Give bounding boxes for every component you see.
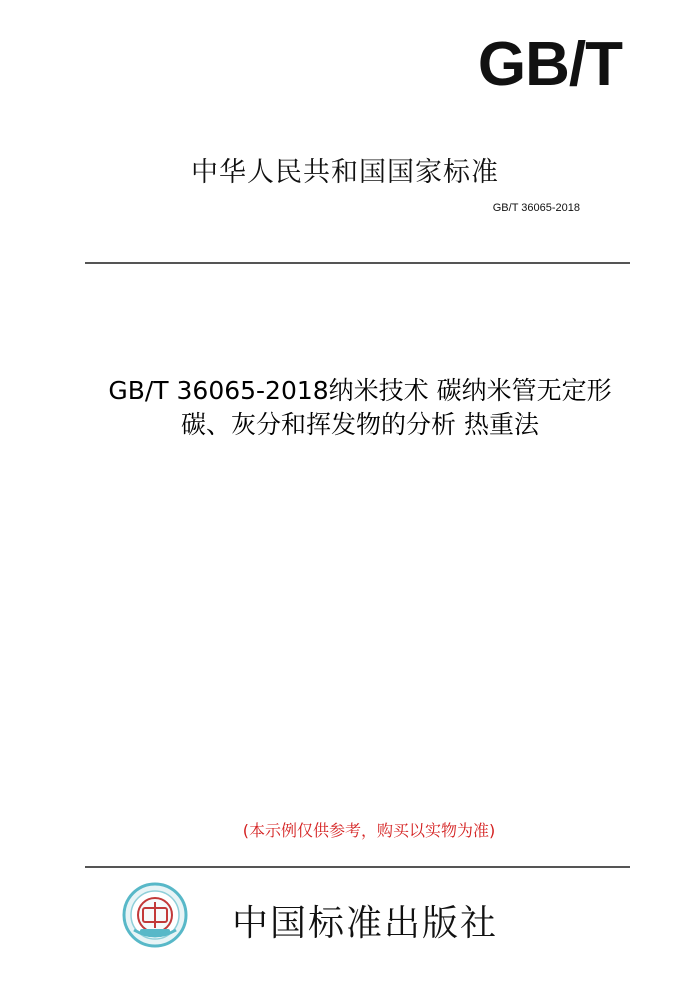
publisher-seal-icon bbox=[122, 882, 188, 948]
national-standard-text: 中华人民共和国国家标准 bbox=[191, 157, 499, 188]
publisher-name: 中国标准出版社 bbox=[232, 903, 499, 944]
bottom-divider bbox=[85, 866, 630, 868]
gbt-logo: GB/T bbox=[477, 30, 622, 99]
document-title-line-2: 碳、灰分和挥发物的分析 热重法 bbox=[181, 410, 539, 439]
document-title-line-1: GB/T 36065-2018纳米技术 碳纳米管无定形 bbox=[108, 376, 612, 405]
top-divider bbox=[85, 262, 630, 264]
sample-notice: (本示例仅供参考，购买以实物为准) bbox=[242, 821, 496, 840]
national-standard-heading bbox=[0, 150, 700, 189]
standard-number: GB/T 36065-2018 bbox=[492, 202, 580, 214]
document-title bbox=[40, 374, 680, 442]
